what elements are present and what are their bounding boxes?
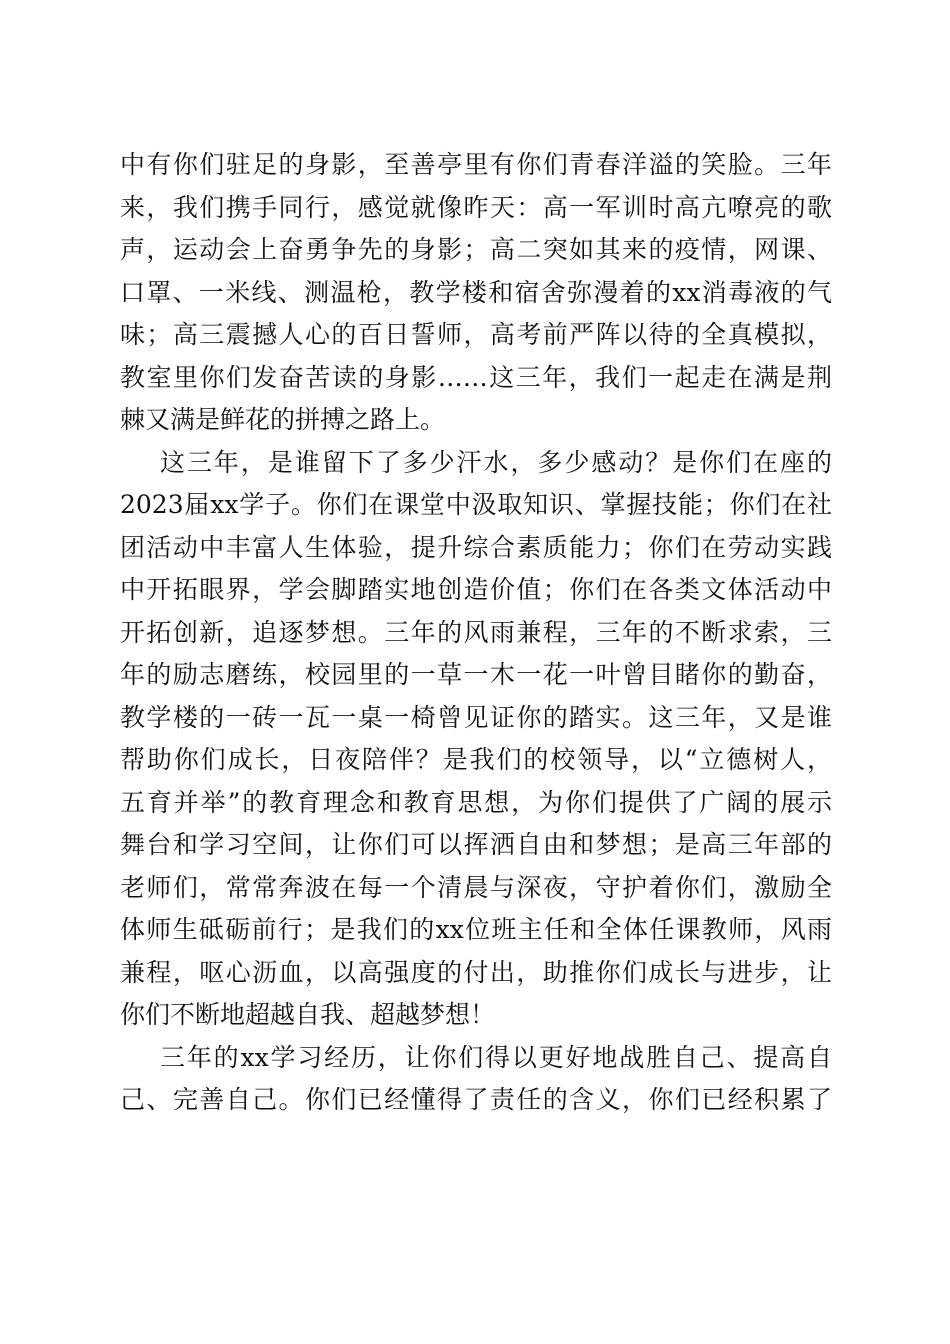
- document-body: [120, 144, 832, 1122]
- text-line: 教学楼的一砖一瓦一桌一椅曾见证你的踏实。这三年，又是谁: [120, 702, 832, 732]
- text-line: 五育并举”的教育理念和教育思想，为你们提供了广阔的展示: [120, 787, 832, 817]
- text-line: 声，运动会上奋勇争先的身影；高二突如其来的疫情，网课、: [120, 235, 832, 264]
- text-line: 舞台和学习空间，让你们可以挥洒自由和梦想；是高三年部的: [120, 830, 832, 859]
- text-line: 体师生砥砺前行；是我们的xx位班主任和全体任课教师，风雨: [120, 915, 832, 944]
- text-line: 中开拓眼界，学会脚踏实地创造价值；你们在各类文体活动中: [120, 575, 832, 604]
- text-line: 年的励志磨练，校园里的一草一木一花一叶曾目睹你的勤奋，: [120, 660, 832, 689]
- text-line: 己、完善自己。你们已经懂得了责任的含义，你们已经积累了: [120, 1085, 832, 1114]
- text-line: 2023届xx学子。你们在课堂中汲取知识、掌握技能；你们在社: [120, 490, 832, 519]
- text-line: 教室里你们发奋苦读的身影……这三年，我们一起走在满是荆: [120, 362, 832, 392]
- paragraph-start-line: 三年的xx学习经历，让你们得以更好地战胜自己、提高自: [160, 1042, 832, 1072]
- text-line: 棘又满是鲜花的拼搏之路上。: [120, 405, 446, 434]
- text-line: 来，我们携手同行，感觉就像昨天：高一军训时高亢嘹亮的歌: [120, 192, 832, 222]
- text-line: 你们不断地超越自我、超越梦想！: [120, 1000, 496, 1029]
- text-line: 口罩、一米线、测温枪，教学楼和宿舍弥漫着的xx消毒液的气: [120, 277, 832, 307]
- text-line: 兼程，呕心沥血，以高强度的付出，助推你们成长与进步，让: [120, 957, 832, 987]
- text-line: 开拓创新，追逐梦想。三年的风雨兼程，三年的不断求索，三: [120, 617, 832, 647]
- text-line: 团活动中丰富人生体验，提升综合素质能力；你们在劳动实践: [120, 532, 832, 562]
- paragraph-start-line: 这三年，是谁留下了多少汗水，多少感动？是你们在座的: [160, 447, 832, 477]
- text-line: 帮助你们成长，日夜陪伴？是我们的校领导，以“立德树人，: [120, 745, 832, 774]
- text-line: 老师们，常常奔波在每一个清晨与深夜，守护着你们，激励全: [120, 872, 832, 902]
- text-line: 中有你们驻足的身影，至善亭里有你们青春洋溢的笑脸。三年: [120, 150, 832, 179]
- text-line: 味；高三震撼人心的百日誓师，高考前严阵以待的全真模拟，: [120, 320, 832, 349]
